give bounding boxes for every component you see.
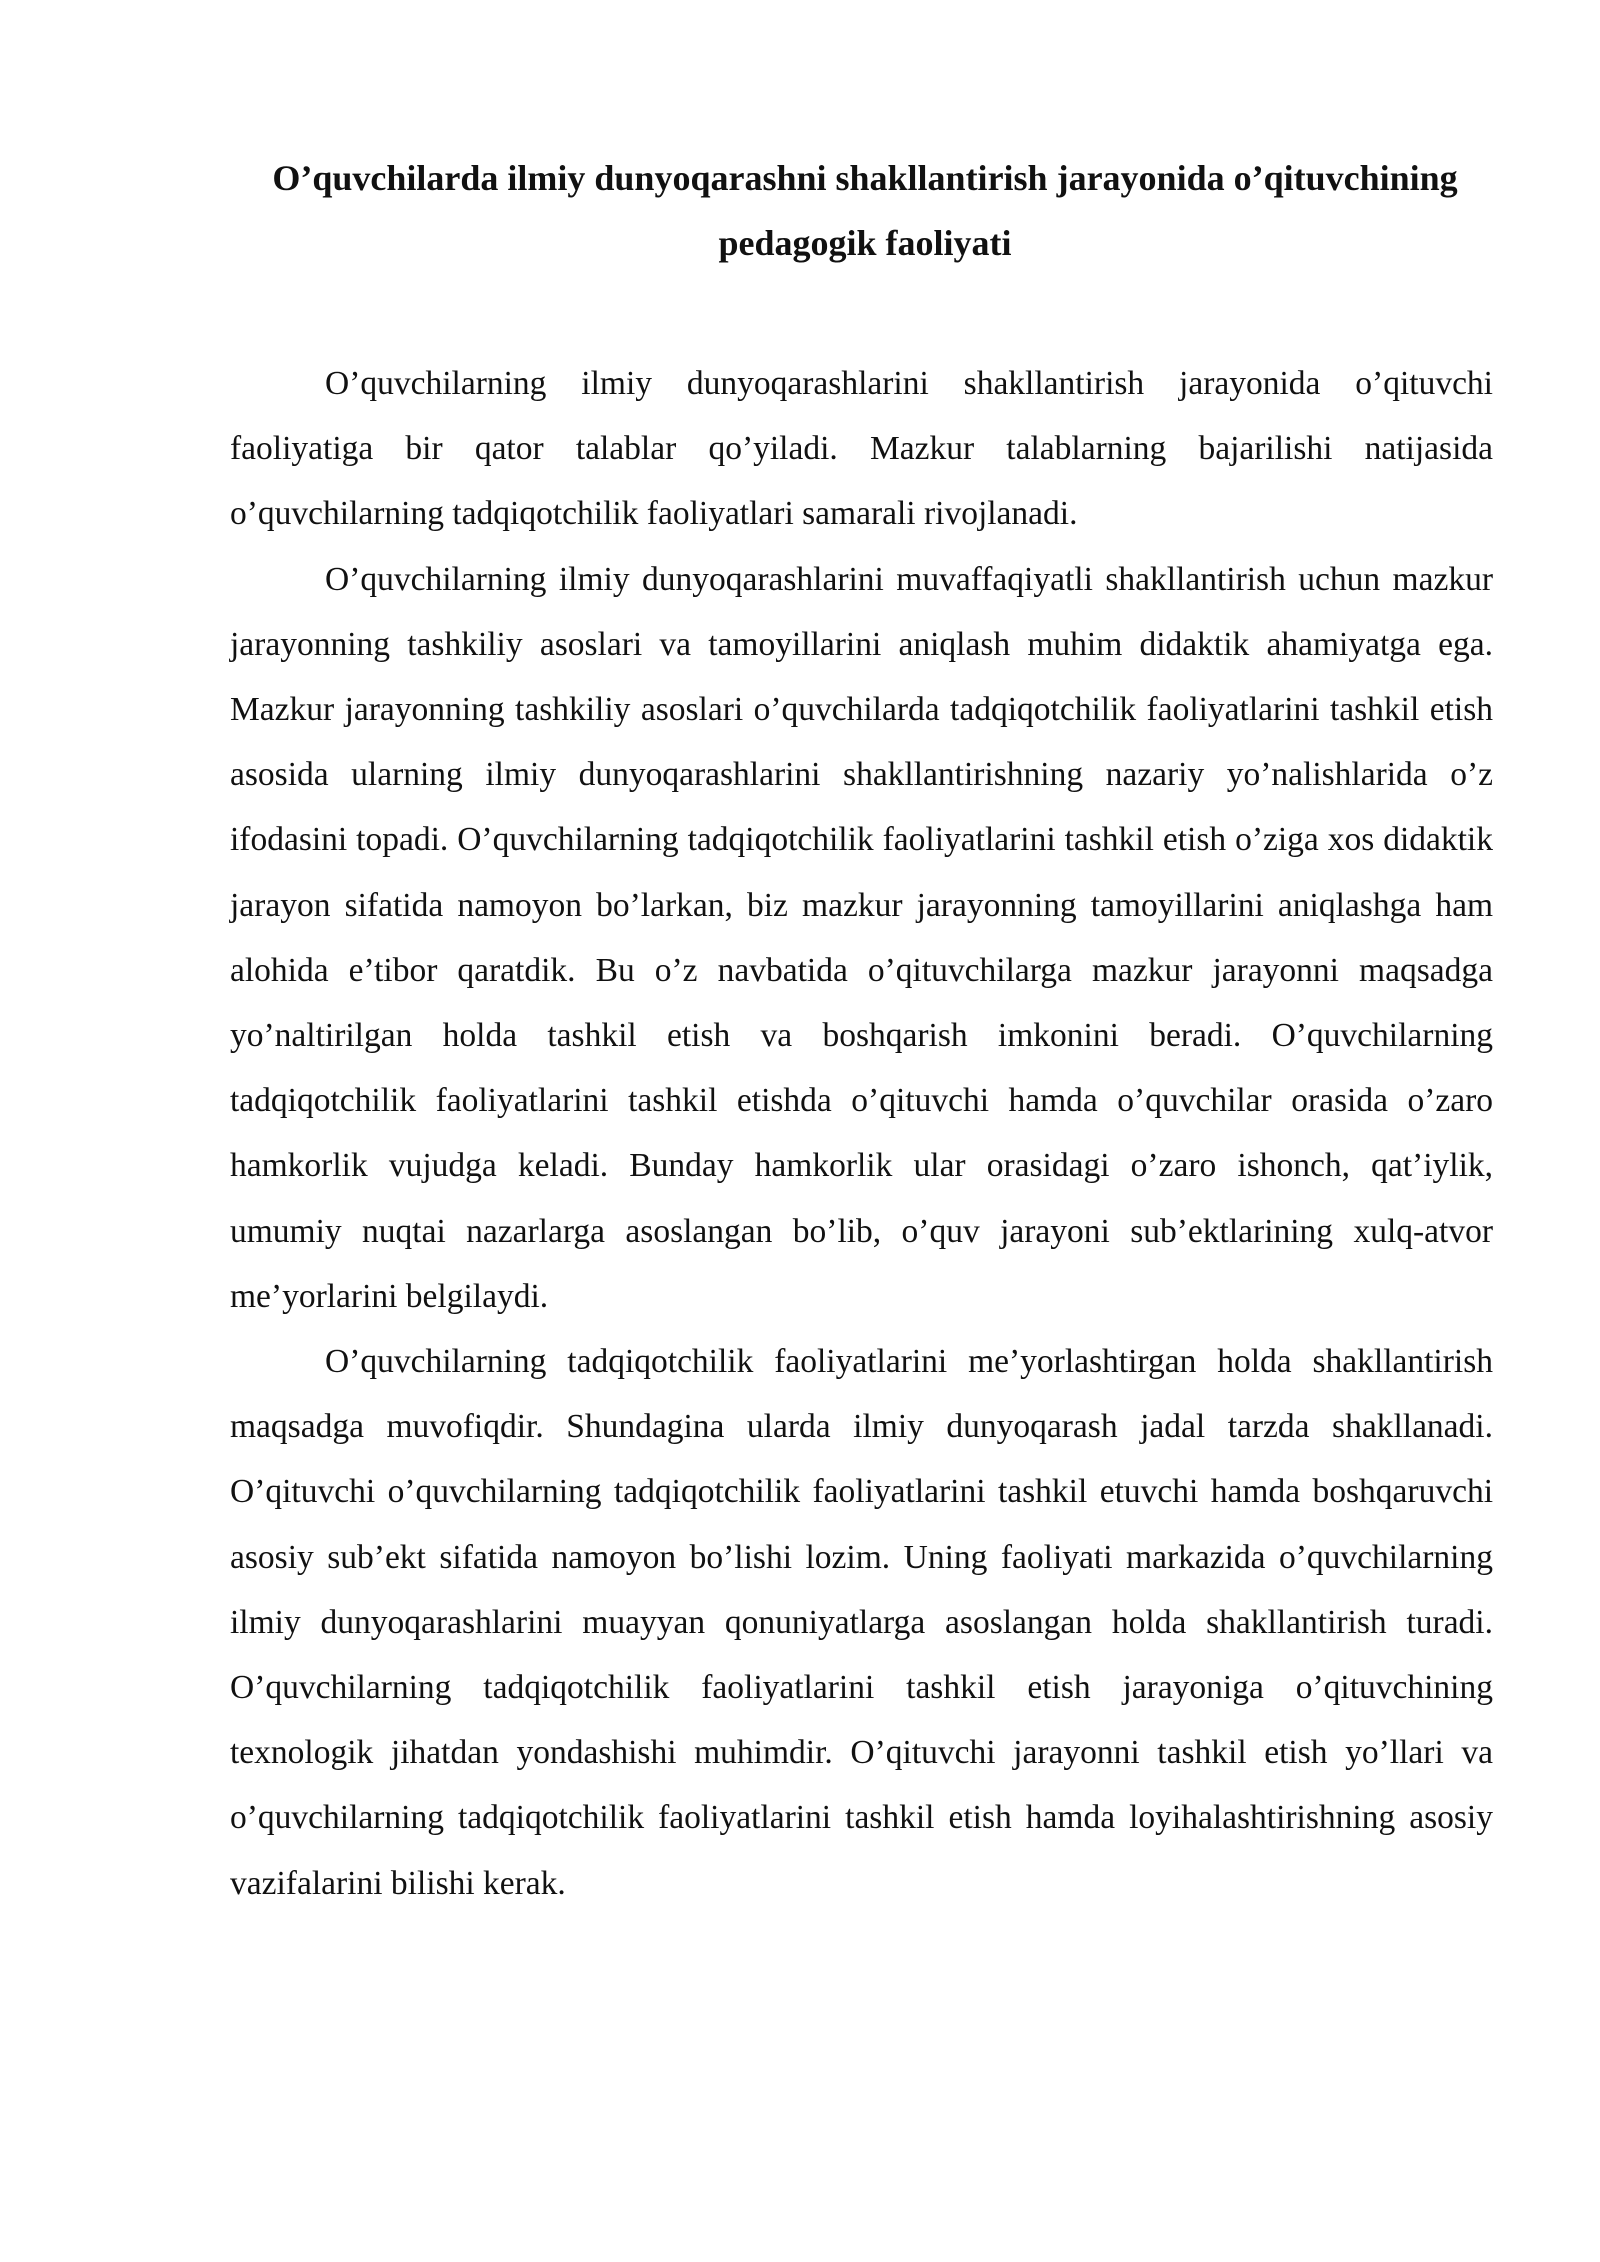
paragraph-2: O’quvchilarning ilmiy dunyoqarashlarini muvaffaqiyatli shakllantirish uchun mazkur jarayonning tashkiliy asoslari va tamoyillarini aniqlash muhim didaktik ahamiyatga ega. Mazkur jarayonning tashkiliy asoslari o’quvchilarda tadqiqotchilik faoliyatlarini tashkil etish asosida ularning ilmiy dunyoqarashlarini shakllantirishning nazariy yo’nalishlarida o’z ifodasini topadi. O’quvchilarning tadqiqotchilik faoliyatlarini tashkil etish o’ziga xos didaktik jarayon sifatida namoyon bo’larkan, biz mazkur jarayonning tamoyillarini aniqlashga ham alohida e’tibor qaratdik. Bu o’z navbatida o’qituvchilarga mazkur jarayonni maqsadga yo’naltirilgan holda tashkil etish va boshqarish imkonini beradi. O’quvchilarning tadqiqotchilik faoliyatlarini tashkil etishda o’qituvchi hamda o’quvchilar orasida o’zaro hamkorlik vujudga keladi. Bunday hamkorlik ular orasidagi o’zaro ishonch, qat’iylik, umumiy nuqtai nazarlarga asoslangan bo’lib, o’quv jarayoni sub’ektlarining xulq-atvor me’yorlarini belgilaydi. bbox=[230, 560, 1493, 1315]
document-title: O’quvchilarda ilmiy dunyoqarashni shakllantirish jarayonida o’qituvchining pedagogik faoliyati bbox=[272, 158, 1458, 263]
paragraph-1: O’quvchilarning ilmiy dunyoqarashlarini shakllantirish jarayonida o’qituvchi faoliyatiga bir qator talablar qo’yiladi. Mazkur talablarning bajarilishi natijasida o’quvchilarning tadqiqotchilik faoliyatlari samarali rivojlanadi. bbox=[230, 365, 1493, 533]
paragraph-3: O’quvchilarning tadqiqotchilik faoliyatlarini me’yorlashtirgan holda shakllantirish maqsadga muvofiqdir. Shundagina ularda ilmiy dunyoqarash jadal tarzda shakllanadi. O’qituvchi o’quvchilarning tadqiqotchilik faoliyatlarini tashkil etuvchi hamda boshqaruvchi asosiy sub’ekt sifatida namoyon bo’lishi lozim. Uning faoliyati markazida o’quvchilarning ilmiy dunyoqarashlarini muayyan qonuniyatlarga asoslangan holda shakllantirish turadi. O’quvchilarning tadqiqotchilik faoliyatlarini tashkil etish jarayoniga o’qituvchining texnologik jihatdan yondashishi muhimdir. O’qituvchi jarayonni tashkil etish yo’llari va o’quvchilarning tadqiqotchilik faoliyatlarini tashkil etish hamda loyihalashtirishning asosiy vazifalarini bilishi kerak. bbox=[230, 1343, 1493, 1902]
document-body bbox=[230, 351, 1493, 1916]
